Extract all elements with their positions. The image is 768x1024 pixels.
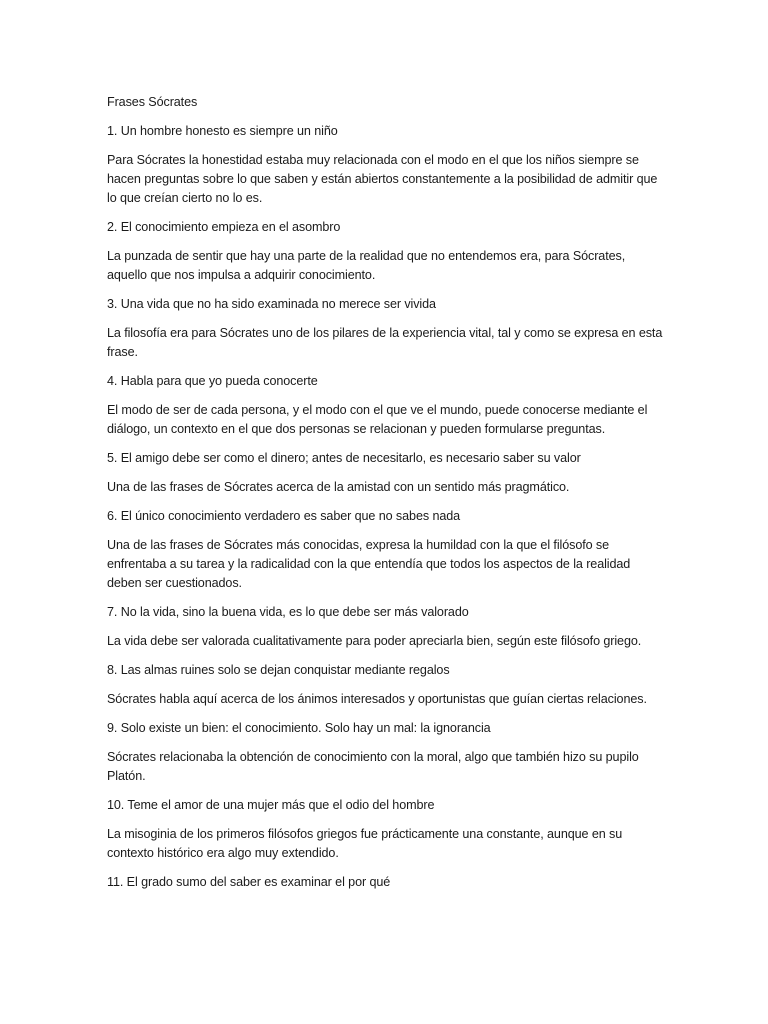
quote-9: 9. Solo existe un bien: el conocimiento. Solo hay un mal: la ignorancia	[107, 721, 491, 735]
commentary-4: El modo de ser de cada persona, y el modo con el que ve el mundo, puede conocerse mediante el diálogo, un contexto en el que dos personas se relacionan y pueden formularse preguntas.	[107, 403, 648, 436]
quote-3: 3. Una vida que no ha sido examinada no merece ser vivida	[107, 297, 436, 311]
commentary-1: Para Sócrates la honestidad estaba muy relacionada con el modo en el que los niños siempre se hacen preguntas sobre lo que saben y están abiertos constantemente a la posibilidad de admitir que lo que creían cierto no lo es.	[107, 153, 658, 205]
quote-2: 2. El conocimiento empieza en el asombro	[107, 220, 341, 234]
commentary-9: Sócrates relacionaba la obtención de conocimiento con la moral, algo que también hizo su pupilo Platón.	[107, 750, 639, 783]
commentary-8: Sócrates habla aquí acerca de los ánimos interesados y oportunistas que guían ciertas relaciones.	[107, 692, 647, 706]
quote-1: 1. Un hombre honesto es siempre un niño	[107, 124, 338, 138]
commentary-5: Una de las frases de Sócrates acerca de la amistad con un sentido más pragmático.	[107, 480, 570, 494]
commentary-6: Una de las frases de Sócrates más conocidas, expresa la humildad con la que el filósofo se enfrentaba a su tarea y la radicalidad con la que entendía que todos los aspectos de la realidad deben ser cuestionados.	[107, 538, 631, 590]
commentary-2: La punzada de sentir que hay una parte de la realidad que no entendemos era, para Sócrates, aquello que nos impulsa a adquirir conocimiento.	[107, 249, 626, 282]
quote-7: 7. No la vida, sino la buena vida, es lo que debe ser más valorado	[107, 605, 469, 619]
document-page	[107, 93, 667, 902]
quote-4: 4. Habla para que yo pueda conocerte	[107, 374, 318, 388]
commentary-7: La vida debe ser valorada cualitativamente para poder apreciarla bien, según este filósofo griego.	[107, 634, 642, 648]
commentary-10: La misoginia de los primeros filósofos griegos fue prácticamente una constante, aunque en su contexto histórico era algo muy extendido.	[107, 827, 623, 860]
commentary-3: La filosofía era para Sócrates uno de los pilares de la experiencia vital, tal y como se expresa en esta frase.	[107, 326, 663, 359]
quote-8: 8. Las almas ruines solo se dejan conquistar mediante regalos	[107, 663, 450, 677]
quote-5: 5. El amigo debe ser como el dinero; antes de necesitarlo, es necesario saber su valor	[107, 451, 581, 465]
quote-6: 6. El único conocimiento verdadero es saber que no sabes nada	[107, 509, 461, 523]
quote-11: 11. El grado sumo del saber es examinar el por qué	[107, 875, 391, 889]
document-title: Frases Sócrates	[107, 95, 198, 109]
quote-10: 10. Teme el amor de una mujer más que el odio del hombre	[107, 798, 435, 812]
